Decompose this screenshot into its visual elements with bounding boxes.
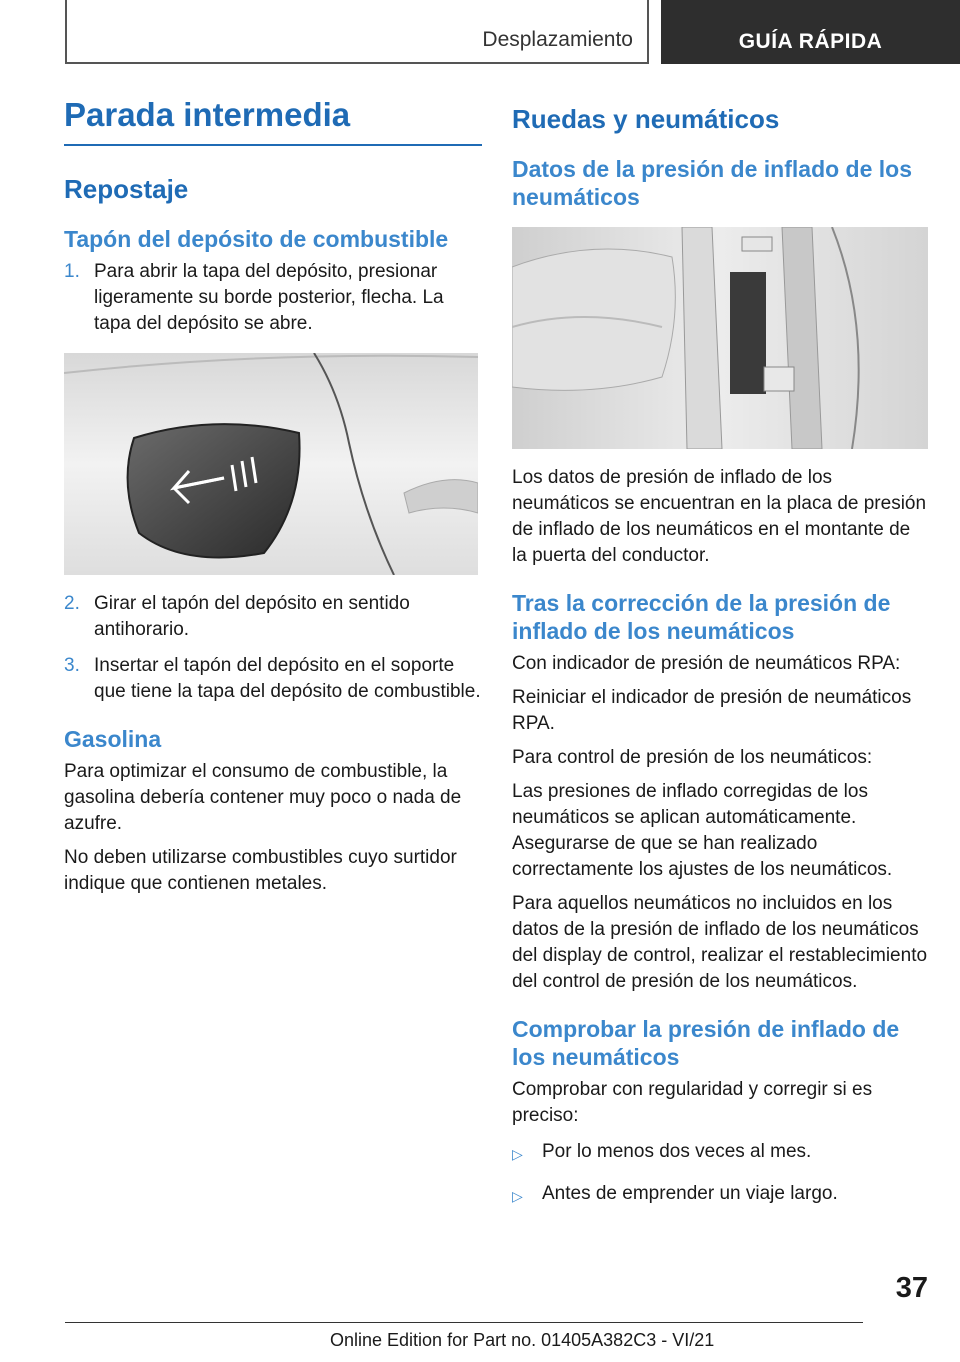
fuel-cap-heading: Tapón del depósito de combustible bbox=[64, 226, 449, 252]
list-item-text: Antes de emprender un viaje largo. bbox=[542, 1183, 838, 1204]
quick-guide-tab[interactable] bbox=[661, 0, 960, 64]
after-correction-paragraph: Para aquellos neumáticos no incluidos en los datos de la presión de inflado de los neumáticos del display de control, realizar el restablecimiento del control de presión de los neumáticos. bbox=[512, 893, 928, 992]
gasoline-paragraph: Para optimizar el consumo de combustible, la gasolina debería contener muy poco o nada de azufre. bbox=[64, 761, 462, 834]
check-pressure-list bbox=[512, 1139, 930, 1209]
after-correction-paragraph: Para control de presión de los neumáticos: bbox=[512, 747, 873, 768]
quick-guide-label: GUÍA RÁPIDA bbox=[738, 30, 883, 53]
header-section-title: Desplazamiento bbox=[482, 28, 633, 51]
pressure-data-heading: Datos de la presión de inflado de los neumáticos bbox=[512, 156, 913, 210]
wheels-heading: Ruedas y neumáticos bbox=[512, 104, 780, 134]
list-item bbox=[512, 1181, 930, 1209]
door-pillar-image bbox=[512, 227, 928, 449]
page-number: 37 bbox=[895, 1272, 928, 1304]
after-correction-heading: Tras la corrección de la presión de inflado de los neumáticos bbox=[512, 590, 891, 644]
footer-edition: Online Edition for Part no. 01405A382C3 - VI/21 bbox=[330, 1330, 715, 1350]
check-pressure-paragraph: Comprobar con regularidad y corregir si es preciso: bbox=[512, 1079, 873, 1126]
triangle-bullet-icon: ▷ bbox=[512, 1188, 523, 1204]
triangle-bullet-icon: ▷ bbox=[512, 1146, 523, 1162]
fuel-flap-illustration bbox=[64, 353, 478, 575]
pressure-data-paragraph: Los datos de presión de inflado de los neumáticos se encuentran en la placa de presión de inflado de los neumáticos en el montante de la puerta del conductor. bbox=[512, 467, 927, 566]
step-item bbox=[64, 259, 482, 337]
step-text: Insertar el tapón del depósito en el soporte que tiene la tapa del depósito de combustible. bbox=[94, 655, 481, 702]
check-pressure-heading: Comprobar la presión de inflado de los neumáticos bbox=[512, 1016, 900, 1070]
fuel-steps-list bbox=[64, 259, 482, 337]
right-column bbox=[512, 96, 930, 1223]
refuel-heading: Repostaje bbox=[64, 174, 189, 204]
after-correction-paragraph: Las presiones de inflado corregidas de los neumáticos se aplican automáticamente. Asegurarse de que se han realizado correctamente los ajustes de los neumáticos. bbox=[512, 781, 893, 880]
step-text: Girar el tapón del depósito en sentido antihorario. bbox=[94, 593, 410, 640]
step-text: Para abrir la tapa del depósito, presionar ligeramente su borde posterior, flecha. La tapa del depósito se abre. bbox=[94, 261, 444, 334]
door-pillar-illustration bbox=[512, 227, 928, 449]
after-correction-paragraph: Con indicador de presión de neumáticos RPA: bbox=[512, 653, 901, 674]
step-number: 1. bbox=[64, 261, 80, 282]
gasoline-paragraph: No deben utilizarse combustibles cuyo surtidor indique que contienen metales. bbox=[64, 847, 457, 894]
gasoline-heading: Gasolina bbox=[64, 726, 162, 752]
fuel-flap-image bbox=[64, 353, 478, 575]
left-column bbox=[64, 96, 482, 905]
header-section-box bbox=[65, 0, 649, 64]
step-item bbox=[64, 591, 482, 643]
page-title: Parada intermedia bbox=[64, 96, 482, 146]
step-number: 3. bbox=[64, 655, 80, 676]
step-number: 2. bbox=[64, 593, 80, 614]
step-item bbox=[64, 653, 482, 705]
list-item-text: Por lo menos dos veces al mes. bbox=[542, 1141, 812, 1162]
list-item bbox=[512, 1139, 930, 1167]
footer-divider bbox=[65, 1322, 863, 1323]
after-correction-paragraph: Reiniciar el indicador de presión de neumáticos RPA. bbox=[512, 687, 912, 734]
fuel-steps-list-cont bbox=[64, 591, 482, 705]
tire-pressure-label bbox=[730, 272, 766, 394]
